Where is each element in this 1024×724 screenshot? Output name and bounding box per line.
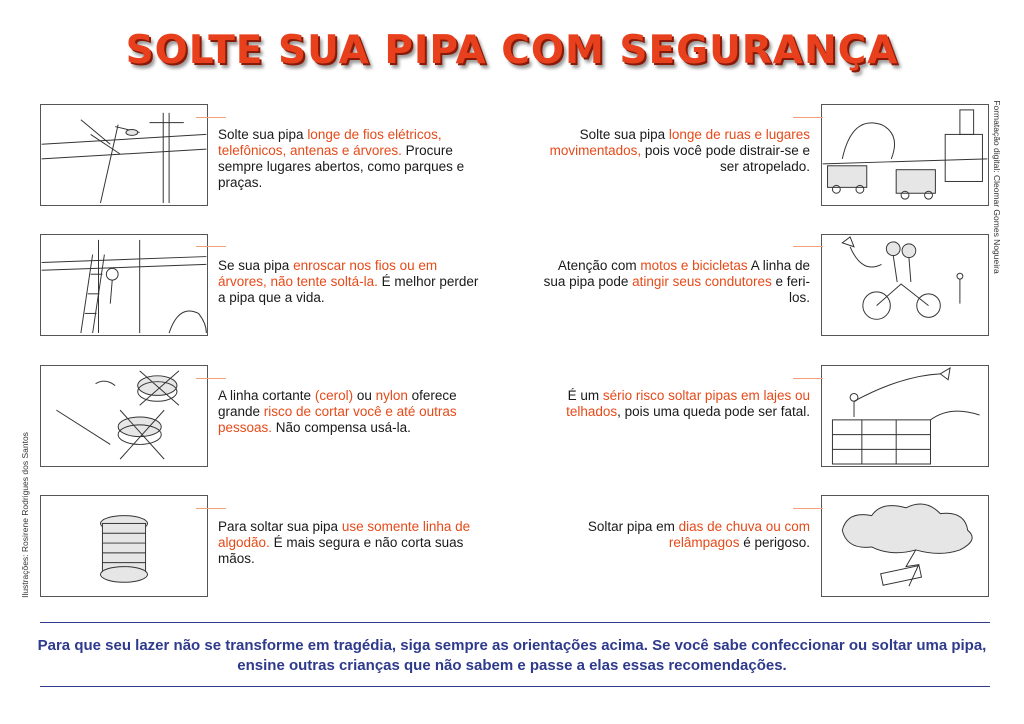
body-text: A linha cortante: [218, 388, 315, 403]
connector-line: [196, 117, 226, 118]
highlighted-text: use somente linha de algodão.: [218, 519, 471, 550]
body-text: Atenção com: [557, 258, 641, 273]
body-text: Se sua pipa: [218, 258, 294, 273]
body-text: Para soltar sua pipa: [218, 519, 342, 534]
tip-text-4: [218, 519, 480, 567]
connector-line: [196, 246, 226, 247]
body-text: Procure sempre lugares abertos, como parques e praças.: [218, 143, 465, 190]
tip-text-2: [218, 258, 480, 306]
body-text: Solte sua pipa: [579, 127, 669, 142]
highlighted-text: longe de fios elétricos, telefônicos, antenas e árvores.: [218, 127, 442, 158]
tip-text-5: [540, 127, 810, 175]
body-text: pois você pode distrair-se e ser atropelado.: [641, 143, 810, 174]
connector-line: [793, 378, 823, 379]
tip-text-8: [540, 519, 810, 551]
cotton-thread-spool-illustration: [40, 495, 208, 597]
body-text: ou: [353, 388, 376, 403]
highlighted-text: nylon: [375, 388, 408, 403]
highlighted-text: longe de ruas e lugares movimentados,: [549, 127, 810, 158]
footer-top-rule: [40, 622, 990, 623]
footer-message: Para que seu lazer não se transforme em tragédia, siga sempre as orientações acima. Se você sabe confeccionar ou soltar uma pipa, ensine outras crianças que não sabem e passe a elas essas recomendações.: [37, 637, 987, 674]
connector-line: [793, 246, 823, 247]
storm-lightning-illustration: [821, 495, 989, 597]
body-text: Soltar pipa em: [587, 519, 679, 534]
connector-line: [196, 378, 226, 379]
footer-bottom-rule: [40, 686, 990, 687]
power-lines-antenna-illustration: [40, 104, 208, 206]
highlighted-text: atingir seus condutores: [632, 274, 772, 289]
body-text: A linha de sua pipa pode: [543, 258, 810, 289]
body-text: É mais segura e não corta suas mãos.: [218, 535, 464, 566]
motorcycle-riders-illustration: [821, 234, 989, 336]
climbing-pole-illustration: [40, 234, 208, 336]
connector-line: [793, 508, 823, 509]
digital-formatting-credit: Formatação digital: Cleomar Gomes Nogueira: [992, 100, 1002, 274]
highlighted-text: enroscar nos fios ou em árvores, não tente soltá-la.: [218, 258, 438, 289]
connector-line: [196, 508, 226, 509]
highlighted-text: sério risco soltar pipas em lajes ou telhados: [566, 388, 810, 419]
tip-text-3: [218, 388, 480, 436]
page-title: SOLTE SUA PIPA COM SEGURANÇA: [125, 28, 899, 73]
body-text: é perigoso.: [739, 535, 810, 550]
body-text: Não compensa usá-la.: [272, 420, 411, 435]
busy-street-traffic-illustration: [821, 104, 989, 206]
highlighted-text: risco de cortar você e até outras pessoas.: [218, 404, 457, 435]
body-text: , pois uma queda pode ser fatal.: [617, 404, 810, 419]
body-text: oferece grande: [218, 388, 457, 419]
cerol-nylon-spools-illustration: [40, 365, 208, 467]
body-text: É um: [567, 388, 603, 403]
rooftop-kite-illustration: [821, 365, 989, 467]
connector-line: [793, 117, 823, 118]
body-text: e feri-los.: [771, 274, 810, 305]
illustration-credit: Ilustrações: Rosirene Rodrigues dos Santos: [20, 432, 30, 598]
highlighted-text: (cerol): [314, 388, 354, 403]
highlighted-text: dias de chuva ou com relâmpagos: [668, 519, 810, 550]
highlighted-text: motos e bicicletas: [640, 258, 748, 273]
body-text: É melhor perder a pipa que a vida.: [218, 274, 479, 305]
body-text: Solte sua pipa: [218, 127, 308, 142]
tip-text-1: [218, 127, 480, 191]
tip-text-6: [540, 258, 810, 306]
tip-text-7: [540, 388, 810, 420]
